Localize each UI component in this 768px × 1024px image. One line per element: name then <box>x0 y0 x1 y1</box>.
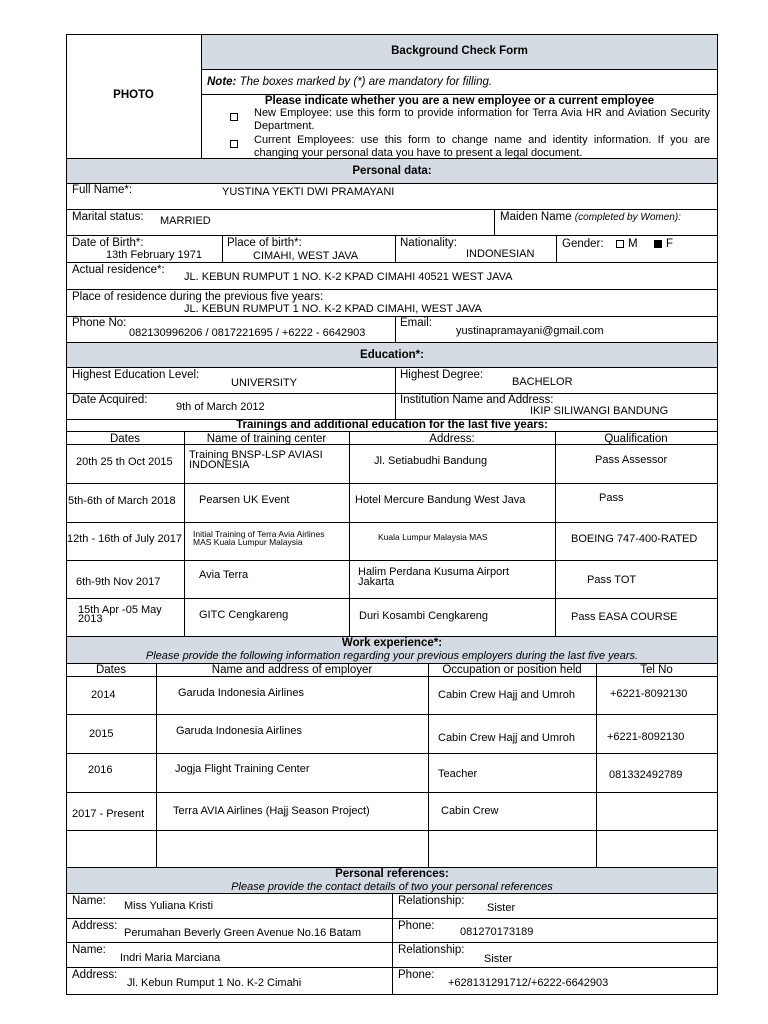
work-col-dates: Dates <box>95 664 127 676</box>
reference-address-label: Address: <box>72 969 118 981</box>
note-text: The boxes marked by (*) are mandatory for filling. <box>239 76 493 88</box>
current-employee-text: Current Employees: use this form to change name and identity information. If you are changing your personal data you have to present a legal document. <box>254 134 710 159</box>
reference-phone-value[interactable]: 081270173189 <box>460 926 534 938</box>
highest-degree-label: Highest Degree: <box>400 369 484 381</box>
current-employee-checkbox[interactable] <box>230 135 242 153</box>
work-occupation[interactable]: Cabin Crew Hajj and Umroh <box>438 689 575 701</box>
training-date[interactable]: 5th-6th of March 2018 <box>68 495 176 507</box>
work-tel[interactable]: 081332492789 <box>609 769 683 781</box>
reference-name-value[interactable]: Miss Yuliana Kristi <box>124 900 214 912</box>
work-col-employer: Name and address of employer <box>211 664 373 676</box>
nationality-label: Nationality: <box>400 237 457 249</box>
training-center[interactable]: Initial Training of Terra Avia Airlines MAS Kuala Lumpur Malaysia <box>193 529 325 547</box>
training-qualification[interactable]: Pass EASA COURSE <box>571 611 678 623</box>
work-occupation[interactable]: Cabin Crew <box>441 805 499 817</box>
work-tel[interactable]: +6221-8092130 <box>610 688 688 700</box>
actual-residence-value[interactable]: JL. KEBUN RUMPUT 1 NO. K-2 KPAD CIMAHI 40521 WEST JAVA <box>184 271 513 283</box>
actual-residence-label: Actual residence*: <box>72 264 165 276</box>
gender-f-option[interactable] <box>654 238 673 251</box>
reference-relationship-label: Relationship: <box>398 944 465 956</box>
dob-value[interactable]: 13th February 1971 <box>106 249 203 261</box>
work-employer[interactable]: Garuda Indonesia Airlines <box>178 687 304 699</box>
email-label: Email: <box>400 317 432 329</box>
marital-status-label: Marital status: <box>72 211 144 223</box>
training-address[interactable]: Jl. Setiabudhi Bandung <box>374 455 488 467</box>
reference-relationship-label: Relationship: <box>398 895 465 907</box>
training-address[interactable]: Kuala Lumpur Malaysia MAS <box>378 532 488 542</box>
maiden-name-note: (completed by Women): <box>574 212 681 223</box>
training-date[interactable]: 20th 25 th Oct 2015 <box>76 456 173 468</box>
reference-relationship-value[interactable]: Sister <box>484 953 513 965</box>
education-level-label: Highest Education Level: <box>72 369 200 381</box>
phone-label: Phone No: <box>72 317 127 329</box>
institution-value[interactable]: IKIP SILIWANGI BANDUNG <box>530 405 669 417</box>
gender-m-option[interactable] <box>616 238 638 251</box>
reference-address-value[interactable]: Jl. Kebun Rumput 1 No. K-2 Cimahi <box>127 977 302 989</box>
work-tel[interactable]: +6221-8092130 <box>607 731 685 743</box>
maiden-name-label-text: Maiden Name <box>500 211 572 223</box>
phone-value[interactable]: 082130996206 / 0817221695 / +6222 - 6642903 <box>129 327 366 339</box>
training-address[interactable]: Duri Kosambi Cengkareng <box>359 610 489 622</box>
gender-m-label: M <box>628 238 638 250</box>
date-acquired-label: Date Acquired: <box>72 394 148 406</box>
note-prefix: Note: <box>207 76 237 88</box>
reference-name-label: Name: <box>72 895 106 907</box>
personal-data-header: Personal data: <box>352 165 432 177</box>
trainings-col-address: Address: <box>429 433 475 445</box>
pob-value[interactable]: CIMAHI, WEST JAVA <box>253 250 359 262</box>
work-occupation[interactable]: Teacher <box>438 768 478 780</box>
training-address[interactable]: Hotel Mercure Bandung West Java <box>355 494 526 506</box>
gender-m-checkbox[interactable] <box>616 240 624 248</box>
new-employee-text: New Employee: use this form to provide information for Terra Avia HR and Aviation Security Department. <box>254 107 710 132</box>
page-title: Background Check Form <box>391 45 528 57</box>
work-employer[interactable]: Garuda Indonesia Airlines <box>176 725 302 737</box>
training-center[interactable]: Pearsen UK Event <box>199 494 290 506</box>
training-qualification[interactable]: Pass TOT <box>587 574 637 586</box>
prev-residence-label: Place of residence during the previous five years: <box>72 291 324 303</box>
training-date[interactable]: 6th-9th Nov 2017 <box>76 576 161 588</box>
training-center[interactable]: Avia Terra <box>199 569 249 581</box>
work-date[interactable]: 2014 <box>91 689 116 701</box>
gender-label: Gender: <box>562 238 604 250</box>
training-address[interactable]: Halim Perdana Kusuma Airport Jakarta <box>358 566 510 588</box>
work-occupation[interactable]: Cabin Crew Hajj and Umroh <box>438 732 575 744</box>
dob-label: Date of Birth*: <box>72 237 144 249</box>
trainings-col-qualification: Qualification <box>604 433 668 445</box>
pob-label: Place of birth*: <box>227 237 302 249</box>
training-date[interactable]: 15th Apr -05 May 2013 <box>78 604 162 625</box>
maiden-name-label <box>500 211 681 224</box>
note <box>207 76 492 89</box>
marital-status-value[interactable]: MARRIED <box>160 215 211 227</box>
institution-label: Institution Name and Address: <box>400 394 554 406</box>
reference-relationship-value[interactable]: Sister <box>487 902 516 914</box>
reference-name-label: Name: <box>72 944 106 956</box>
training-qualification[interactable]: BOEING 747-400-RATED <box>571 533 698 545</box>
reference-phone-label: Phone: <box>398 969 435 981</box>
full-name-label: Full Name*: <box>72 184 133 196</box>
training-center[interactable]: GITC Cengkareng <box>199 609 289 621</box>
trainings-col-dates: Dates <box>109 433 141 445</box>
training-qualification[interactable]: Pass Assessor <box>595 454 668 466</box>
prev-residence-value[interactable]: JL. KEBUN RUMPUT 1 NO. K-2 KPAD CIMAHI, WEST JAVA <box>184 303 482 315</box>
work-experience-header: Work experience*: <box>341 637 443 649</box>
work-date[interactable]: 2017 - Present <box>72 808 145 820</box>
work-experience-subheader: Please provide the following information regarding your previous employers during the last five years. <box>145 650 639 662</box>
full-name-value[interactable]: YUSTINA YEKTI DWI PRAMAYANI <box>222 186 395 198</box>
work-employer[interactable]: Jogja Flight Training Center <box>175 763 310 775</box>
references-header: Personal references: <box>335 868 449 880</box>
employee-question: Please indicate whether you are a new employee or a current employee <box>264 95 655 107</box>
work-col-tel: Tel No <box>640 664 673 676</box>
education-level-value[interactable]: UNIVERSITY <box>231 377 298 389</box>
training-date[interactable]: 12th - 16th of July 2017 <box>67 533 182 545</box>
work-date[interactable]: 2015 <box>89 728 114 740</box>
reference-phone-label: Phone: <box>398 920 435 932</box>
work-employer[interactable]: Terra AVIA Airlines (Hajj Season Project) <box>173 805 370 817</box>
trainings-col-center: Name of training center <box>206 433 327 445</box>
highest-degree-value[interactable]: BACHELOR <box>512 376 573 388</box>
work-date[interactable]: 2016 <box>88 764 113 776</box>
email-value[interactable]: yustinapramayani@gmail.com <box>456 325 604 337</box>
nationality-value[interactable]: INDONESIAN <box>466 248 535 260</box>
photo-label: PHOTO <box>113 89 154 101</box>
reference-address-label: Address: <box>72 920 118 932</box>
training-center[interactable]: Training BNSP-LSP AVIASI INDONESIA <box>189 449 323 471</box>
work-col-occupation: Occupation or position held <box>442 664 582 676</box>
gender-f-label: F <box>666 238 674 250</box>
references-subheader: Please provide the contact details of two your personal references <box>231 881 553 893</box>
reference-phone-value[interactable]: +628131291712/+6222-6642903 <box>448 977 609 989</box>
trainings-header: Trainings and additional education for the last five years: <box>236 419 548 431</box>
new-employee-checkbox[interactable] <box>230 108 242 126</box>
reference-name-value[interactable]: Indri Maria Marciana <box>120 952 221 964</box>
training-qualification[interactable]: Pass <box>599 492 624 504</box>
date-acquired-value[interactable]: 9th of March 2012 <box>176 401 265 413</box>
gender-f-checkbox[interactable] <box>654 240 662 248</box>
reference-address-value[interactable]: Perumahan Beverly Green Avenue No.16 Batam <box>124 927 362 939</box>
education-header: Education*: <box>360 349 424 361</box>
